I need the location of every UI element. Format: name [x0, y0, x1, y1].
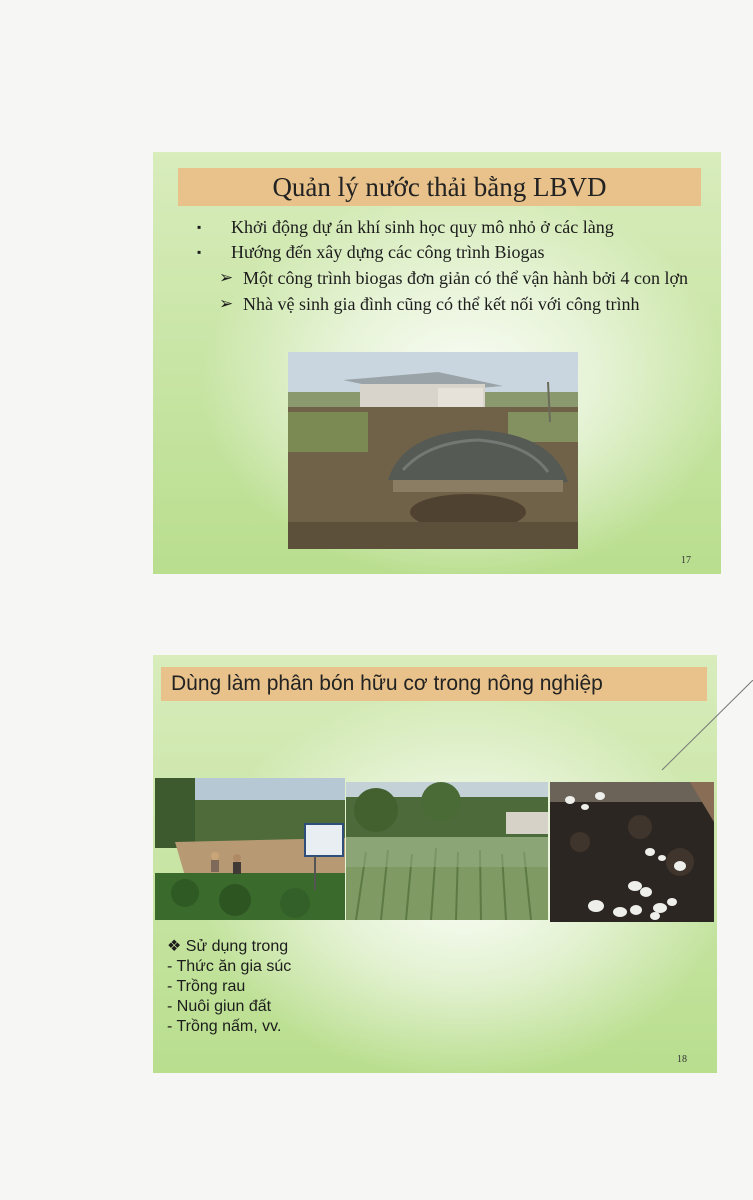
square-bullet-icon: ▪: [197, 220, 202, 234]
list-item: - Trồng rau: [167, 978, 246, 995]
bullet-list: [197, 216, 712, 319]
arrow-bullet-icon: ➢: [219, 294, 234, 313]
bullet-item: [197, 216, 712, 238]
sub-bullet-item: [197, 293, 712, 315]
sub-bullet-item: [197, 267, 712, 289]
bullet-item: [197, 241, 712, 263]
bullet-text: Hướng đến xây dựng các công trình Biogas: [231, 242, 545, 262]
list-item: - Trồng nấm, vv.: [167, 1018, 282, 1035]
square-bullet-icon: ▪: [197, 245, 202, 259]
sub-bullet-text: Nhà vệ sinh gia đình cũng có thể kết nối với công trình: [243, 294, 640, 314]
slide-title: Dùng làm phân bón hữu cơ trong nông nghiệp: [161, 667, 707, 701]
pointer-line-decoration: [660, 680, 753, 772]
vegetable-garden-photo: [346, 782, 548, 920]
uses-heading: ❖ Sử dụng trong: [167, 938, 289, 955]
slide-title: Quản lý nước thải bằng LBVD: [178, 168, 701, 206]
list-item: - Nuôi giun đất: [167, 998, 272, 1015]
sub-bullet-text: Một công trình biogas đơn giản có thể vận hành bởi 4 con lợn: [243, 268, 688, 288]
mushroom-photo: [550, 782, 714, 922]
list-item: - Thức ăn gia súc: [167, 958, 292, 975]
slide-17: [153, 152, 721, 574]
page-number: 18: [677, 1054, 687, 1065]
bullet-text: Khởi động dự án khí sinh học quy mô nhỏ ở các làng: [231, 217, 614, 237]
biogas-digester-photo: [288, 352, 578, 549]
slide-18: [153, 655, 717, 1073]
arrow-bullet-icon: ➢: [219, 268, 234, 287]
uses-list: [167, 937, 291, 1037]
page-number: 17: [681, 555, 691, 566]
field-photo: [155, 778, 345, 920]
